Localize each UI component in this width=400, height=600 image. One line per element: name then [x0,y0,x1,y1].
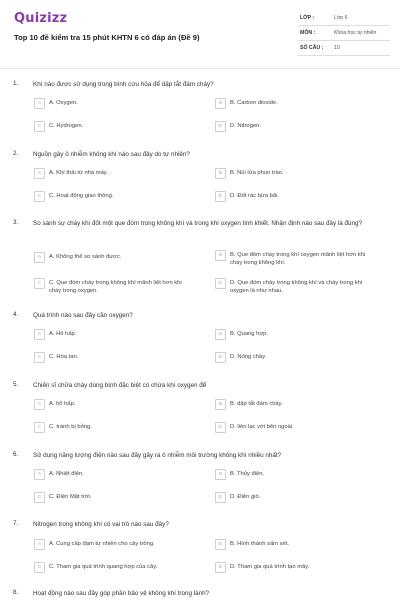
meta-value: Khoa học tự nhiên [334,30,377,36]
option-letter-badge: A [34,539,45,550]
option-letter-badge: B [215,469,226,480]
meta-key: LỚP : [300,15,315,21]
option-text: A. Nhiệt điện. [49,471,84,477]
option-letter-badge: B [215,329,226,340]
option-text: C. Que đóm cháy trong không khí mãnh liệt hơn khi cháy trong oxygen. [49,280,182,294]
option-letter-badge: A [34,168,45,179]
option-text: B. Núi lửa phun trào. [230,170,284,176]
option-letter-badge: C [34,422,45,433]
option-letter-badge: A [34,98,45,109]
option-text: A. Cung cấp đạm tự nhiên cho cây trồng. [49,541,155,547]
option-letter-badge: A [34,329,45,340]
option-letter-badge: C [34,278,45,289]
quizizz-logo: Quizizz [14,11,68,26]
question-number: 6. [13,451,19,458]
option-letter-badge: A [34,252,45,263]
question-text: Sử dụng năng lượng điện nào sau đây gây ra ô nhiễm môi trường không khí nhiều nhất? [33,452,282,459]
option-text: B. Thủy điện. [230,471,265,477]
question-number: 1. [13,80,19,87]
option-letter-badge: A [34,399,45,410]
worksheet-header [0,0,400,66]
option-text: D. Que đóm cháy trong không khí và cháy trong khí oxygen là như nhau. [230,280,363,294]
question-text: Nguồn gây ô nhiễm không khí nào sau đây do tự nhiên? [33,151,190,158]
worksheet-meta [298,11,390,57]
meta-row-grade [298,11,390,26]
option-letter-badge: D [215,562,226,573]
option-letter-badge: C [34,562,45,573]
option-letter-badge: D [215,352,226,363]
option-text: A. Khí thải từ nhà máy. [49,170,108,176]
option-letter-badge: D [215,121,226,132]
option-text: A. hô hấp. [49,401,76,407]
option-text: B. Carbon dioxide. [230,100,278,106]
option-text: D. Đốt rác bừa bãi. [230,193,279,199]
question-text: Quá trình nào sau đây cần oxygen? [33,312,133,319]
option-text: A. Oxygen. [49,100,78,106]
option-text: B. dập tắt đám cháy. [230,401,283,407]
question-text: Khí nào được sử dụng trong bình cứu hỏa để dập tắt đám cháy? [33,81,214,88]
option-text: D. Nitrogen. [230,123,261,129]
question-text: Nitrogen trong không khí có vai trò nào sau đây? [33,521,169,528]
question-text: Chiến sĩ chữa cháy dùng bình đặc biệt có chứa khí oxygen để [33,382,207,389]
option-letter-badge: C [34,492,45,503]
option-letter-badge: B [215,539,226,550]
option-text: C. Hoạt động giao thông. [49,193,114,199]
option-text: D. Điện gió. [230,494,261,500]
option-letter-badge: B [215,168,226,179]
option-text: C. Hydrogen. [49,123,84,129]
meta-value: Lớp 6 [334,15,348,21]
question-number: 4. [13,311,19,318]
question-number: 3. [13,219,19,226]
option-letter-badge: B [215,399,226,410]
option-letter-badge: C [34,352,45,363]
question-number: 2. [13,150,19,157]
question-text: So sánh sự cháy khi đốt một que đóm trong không khí và trong khí oxygen tinh khiết. Nhận định nào sau đây là đúng? [33,220,363,227]
question-number: 8. [13,589,19,596]
option-text: B. Que đóm cháy trong khí oxygen mãnh liệt hơn khi cháy trong không khí. [230,252,366,266]
option-text: A. Hô hấp. [49,331,77,337]
option-letter-badge: D [215,278,226,289]
meta-key: SỐ CÂU : [300,45,324,51]
option-text: A. Không thể so sánh được. [49,254,122,260]
option-letter-badge: C [34,191,45,202]
header-divider [0,68,400,69]
meta-row-question-count [298,41,390,56]
option-text: B. Quang hợp. [230,331,268,337]
option-letter-badge: A [34,469,45,480]
option-text: C. Điện Mặt trời. [49,494,92,500]
question-text: Hoạt động nào sau đây góp phần bảo vệ không khí trong lành? [33,590,210,597]
meta-row-subject [298,26,390,41]
option-letter-badge: B [215,250,226,261]
option-text: C. Hòa tan. [49,354,79,360]
option-letter-badge: B [215,98,226,109]
option-text: D. Tham gia quá trình tạo mây. [230,564,310,570]
question-number: 7. [13,520,19,527]
option-text: B. Hình thành sấm sét. [230,541,289,547]
worksheet-title: Top 10 đề kiểm tra 15 phút KHTN 6 có đáp án (Đề 9) [14,33,200,42]
meta-key: MÔN : [300,30,316,36]
option-text: D. liên lạc với bên ngoài. [230,424,294,430]
option-letter-badge: D [215,422,226,433]
meta-value: 10 [334,45,340,51]
question-number: 5. [13,381,19,388]
option-letter-badge: C [34,121,45,132]
option-text: C. Tham gia quá trình quang hợp của cây. [49,564,158,570]
option-text: C. tránh bị bỏng. [49,424,92,430]
option-text: D. Nóng chảy. [230,354,267,360]
option-letter-badge: D [215,191,226,202]
option-letter-badge: D [215,492,226,503]
